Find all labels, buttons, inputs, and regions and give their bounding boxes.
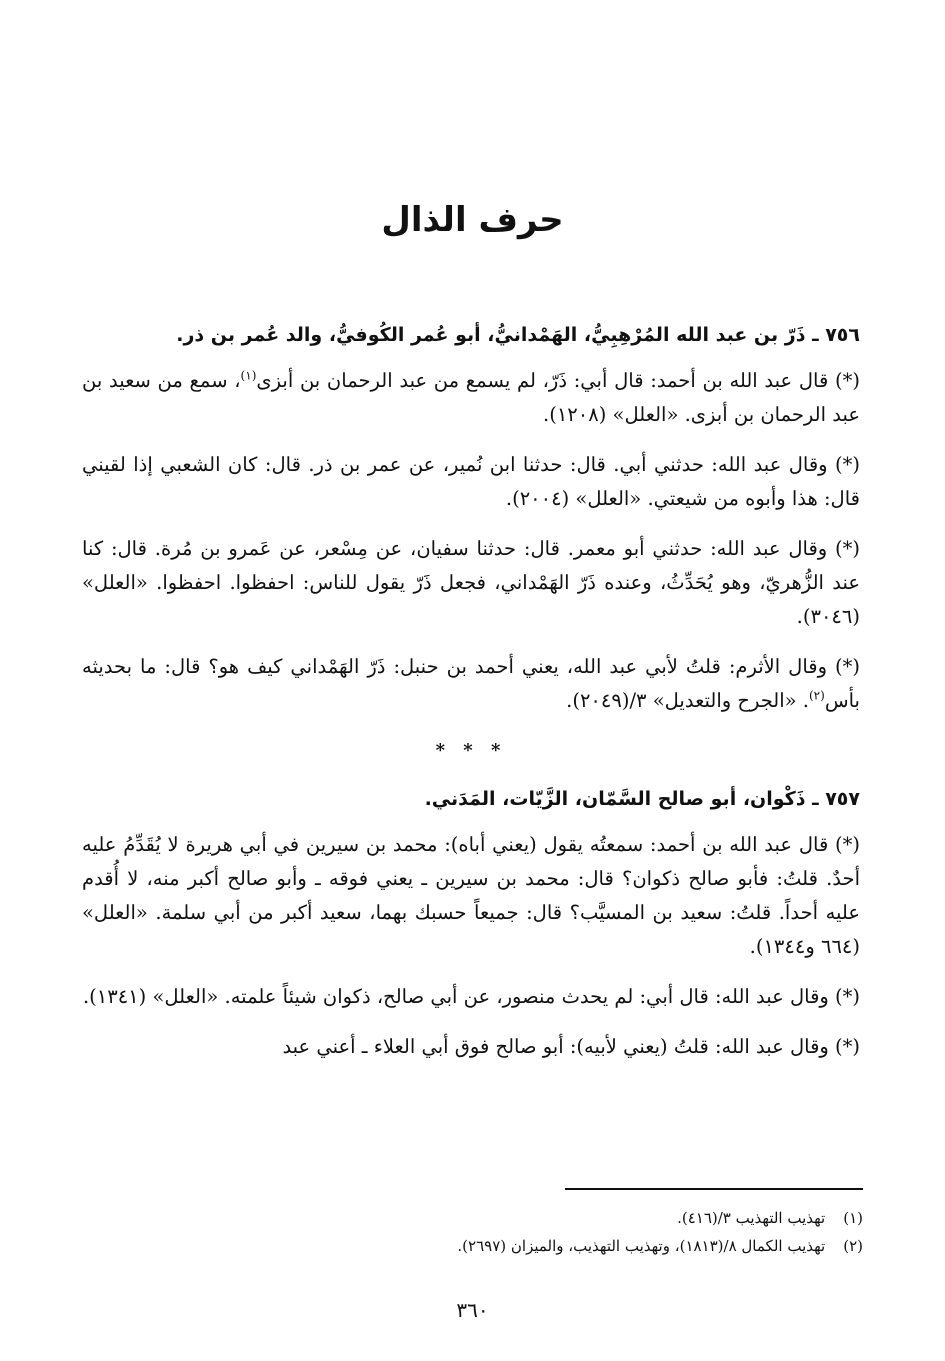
paragraph-text: (*) قال عبد الله بن أحمد: سمعتُه يقول (يعني أباه): محمد بن سيرين في أبي هريرة لا يُقَدِّمُ عليه أحدٌ. قلتُ: فأبو صالح ذكوان؟ قال: محمد بن سيرين ـ يعني فوقه ـ وأبو صالح أكبر منه، لا أُقدم عليه أحداً. قلتُ: سعيد بن المسيَّب؟ قال: جميعاً حسبك بهما، سعيد أكبر من أبي سلمة. «العلل» (٦٦٤ و١٣٤٤). xyxy=(82,833,860,958)
paragraph xyxy=(82,650,860,718)
paragraph-text: (*) وقال عبد الله: قال أبي: لم يحدث منصور، عن أبي صالح، ذكوان شيئاً علمته. «العلل» (١٣٤١). xyxy=(82,985,860,1008)
footnote-item xyxy=(85,1204,863,1232)
paragraph xyxy=(82,980,860,1014)
entry-757 xyxy=(82,782,860,1064)
chapter-title: حرف الذال xyxy=(381,200,564,240)
paragraph xyxy=(82,364,860,432)
paragraph-text: . «الجرح والتعديل» ٣/(٢٠٤٩). xyxy=(566,689,809,712)
paragraph-text: (*) وقال عبد الله: حدثني أبو معمر. قال: حدثنا سفيان، عن مِسْعر، عن عَمرو بن مُرة. قال: كنا عند الزُّهريّ، وهو يُحَدِّثُ، وعنده ذَرّ الهَمْداني، فجعل ذَرّ يقول للناس: احفظوا. احفظوا. «العلل» (٣٠٤٦). xyxy=(82,537,860,628)
entry-756 xyxy=(82,318,860,718)
footnote-text: تهذيب الكمال ٨/(١٨١٣)، وتهذيب التهذيب، والميزان (٢٦٩٧). xyxy=(457,1237,826,1255)
paragraph-text: (*) وقال عبد الله: قلتُ (يعني لأبيه): أبو صالح فوق أبي العلاء ـ أعني عبد xyxy=(282,1035,860,1058)
paragraph xyxy=(82,828,860,964)
paragraph-text: (*) وقال الأثرم: قلتُ لأبي عبد الله، يعني أحمد بن حنبل: ذَرّ الهَمْداني كيف هو؟ قال: ما بحديثه بأس xyxy=(82,655,860,712)
footnote-divider xyxy=(565,1188,863,1190)
section-separator: * * * xyxy=(435,740,507,761)
page-number: ٣٦٠ xyxy=(456,1298,489,1322)
paragraph-text: (*) قال عبد الله بن أحمد: قال أبي: ذَرّ، لم يسمع من عبد الرحمان بن أبزى xyxy=(256,369,860,392)
footnote-number: (١) xyxy=(843,1209,863,1227)
footnote-text: تهذيب التهذيب ٣/(٤١٦). xyxy=(677,1209,826,1227)
footnote-reference: (٢) xyxy=(808,688,825,703)
paragraph xyxy=(82,1030,860,1064)
body-text xyxy=(82,318,860,1080)
paragraph xyxy=(82,532,860,634)
footnote-item xyxy=(85,1232,863,1260)
paragraph xyxy=(82,448,860,516)
entry-heading: ٧٥٧ ـ ذَكْوان، أبو صالح السَّمّان، الزَّيّات، المَدَني. xyxy=(424,788,860,810)
paragraph-text: (*) وقال عبد الله: حدثني أبي. قال: حدثنا ابن نُمير، عن عمر بن ذر. قال: كان الشعبي إذا لقيني قال: هذا وأبوه من شيعتي. «العلل» (٢٠٠٤). xyxy=(82,453,860,510)
paragraph-text: ، سمع من سعيد بن عبد الرحمان بن أبزى. «العلل» (١٢٠٨). xyxy=(82,369,860,426)
footnotes xyxy=(85,1204,863,1260)
footnote-number: (٢) xyxy=(843,1237,863,1255)
footnote-reference: (١) xyxy=(240,368,257,383)
entry-heading: ٧٥٦ ـ ذَرّ بن عبد الله المُرْهِبِيُّ، الهَمْدانيُّ، أبو عُمر الكُوفيُّ، والد عُمر بن ذر. xyxy=(176,324,860,346)
